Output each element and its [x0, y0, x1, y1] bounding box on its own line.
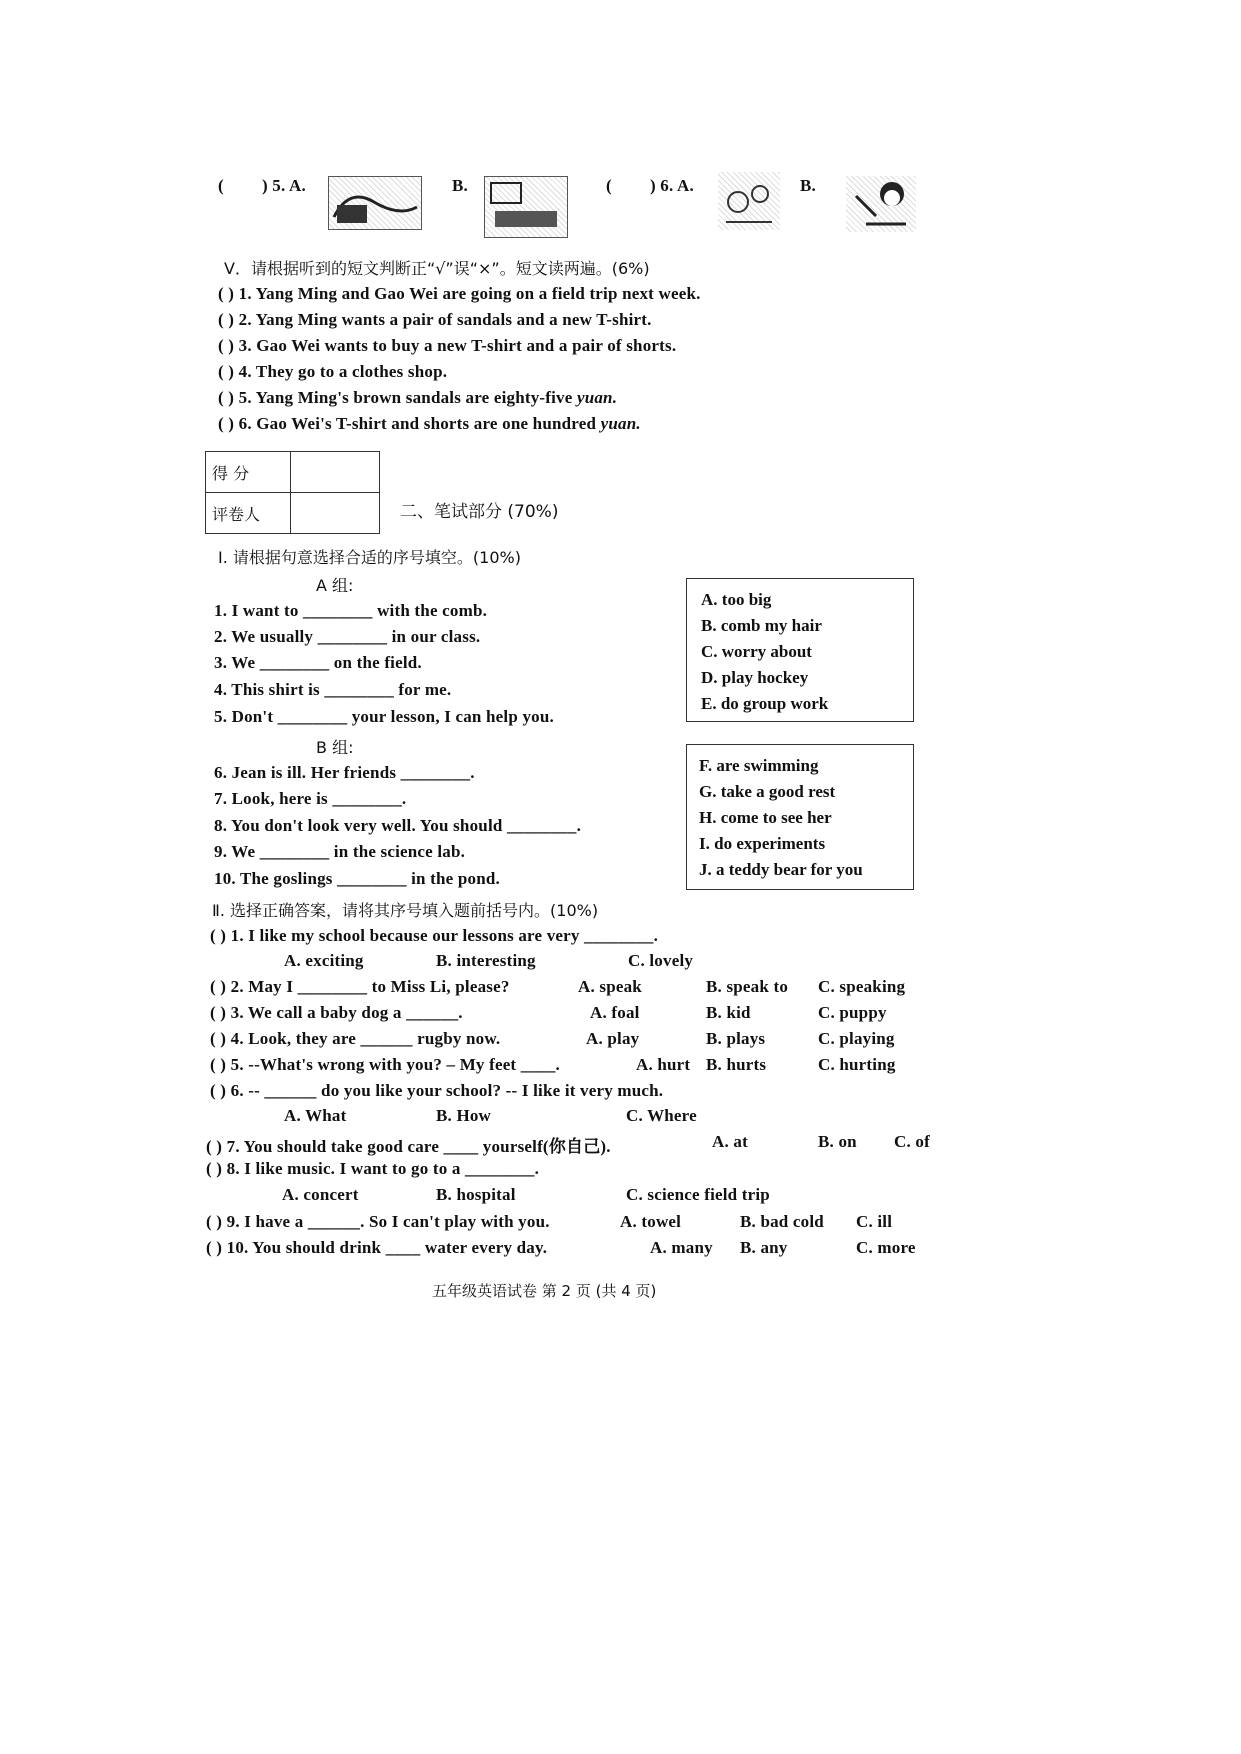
section-i-item-5: 5. Don't ________ your lesson, I can help you. — [214, 707, 554, 726]
options-box-a — [686, 578, 914, 722]
option-a: A. too big — [701, 590, 772, 609]
option-b: B. comb my hair — [701, 616, 822, 635]
option-e: E. do group work — [701, 694, 829, 713]
mc-q8-option-c: C. science field trip — [626, 1185, 770, 1204]
section-v-item-5-text: ( ) 5. Yang Ming's brown sandals are eighty-five — [218, 388, 573, 407]
section-v-item-5-yuan: yuan. — [576, 388, 618, 407]
option-c: C. worry about — [701, 642, 812, 661]
q5-open-paren: ( — [218, 176, 224, 195]
section-v-item-3: ( ) 3. Gao Wei wants to buy a new T-shirt and a pair of shorts. — [218, 336, 677, 355]
mc-q4-option-c: C. playing — [818, 1029, 895, 1048]
q6-label: ) 6. A. — [650, 176, 694, 195]
section-i-item-8: 8. You don't look very well. You should ________. — [214, 816, 582, 835]
mc-question-3: ( ) 3. We call a baby dog a ______. — [210, 1003, 463, 1022]
section-ii-title: Ⅱ. 选择正确答案，请将其序号填入题前括号内。(10%) — [212, 901, 599, 920]
part-two-title: 二、笔试部分 (70%) — [400, 502, 559, 522]
mc-q3-option-a: A. foal — [590, 1003, 640, 1022]
group-a-label: A 组: — [316, 576, 354, 595]
mc-question-5: ( ) 5. --What's wrong with you? – My feet ____. — [210, 1055, 560, 1074]
mc-q6-option-a: A. What — [284, 1106, 347, 1125]
grader-value-cell[interactable] — [291, 493, 380, 534]
section-v-item-5 — [218, 388, 617, 408]
q6-open-paren: ( — [606, 176, 612, 195]
grader-label: 评卷人 — [206, 493, 291, 534]
option-j: J. a teddy bear for you — [699, 860, 863, 879]
q5-label: ) 5. A. — [262, 176, 306, 195]
mc-question-6: ( ) 6. -- ______ do you like your school? -- I like it very much. — [210, 1081, 664, 1100]
mc-q8-option-a: A. concert — [282, 1185, 359, 1204]
section-i-item-7: 7. Look, here is ________. — [214, 789, 407, 808]
mc-q7-option-c: C. of — [894, 1132, 930, 1151]
mc-q2-option-b: B. speak to — [706, 977, 789, 996]
section-v-item-6 — [218, 414, 641, 434]
mc-q5-option-c: C. hurting — [818, 1055, 896, 1074]
mc-q1-option-c: C. lovely — [628, 951, 694, 970]
mc-q10-option-a: A. many — [650, 1238, 713, 1257]
mc-question-2: ( ) 2. May I ________ to Miss Li, please? — [210, 977, 510, 996]
q5-b-label: B. — [452, 176, 468, 195]
q6-b-label: B. — [800, 176, 816, 195]
mc-q2-option-a: A. speak — [578, 977, 642, 996]
section-i-item-3: 3. We ________ on the field. — [214, 653, 422, 672]
mc-q7-option-b: B. on — [818, 1132, 857, 1151]
mc-q9-option-a: A. towel — [620, 1212, 682, 1231]
mc-q5-option-b: B. hurts — [706, 1055, 767, 1074]
mc-q1-option-a: A. exciting — [284, 951, 364, 970]
mc-q4-option-b: B. plays — [706, 1029, 766, 1048]
q6-picture-b — [846, 176, 916, 232]
section-v-item-4: ( ) 4. They go to a clothes shop. — [218, 362, 448, 381]
mc-q2-option-c: C. speaking — [818, 977, 906, 996]
mc-q3-option-b: B. kid — [706, 1003, 751, 1022]
mc-question-1: ( ) 1. I like my school because our lessons are very ________. — [210, 926, 659, 945]
mc-q9-option-b: B. bad cold — [740, 1212, 824, 1231]
section-i-item-6: 6. Jean is ill. Her friends ________. — [214, 763, 475, 782]
section-i-item-2: 2. We usually ________ in our class. — [214, 627, 481, 646]
mc-question-4: ( ) 4. Look, they are ______ rugby now. — [210, 1029, 501, 1048]
mc-q6-option-c: C. Where — [626, 1106, 697, 1125]
mc-q8-option-b: B. hospital — [436, 1185, 516, 1204]
score-label: 得 分 — [206, 452, 291, 493]
option-h: H. come to see her — [699, 808, 832, 827]
section-i-item-10: 10. The goslings ________ in the pond. — [214, 869, 500, 888]
q5-picture-a — [328, 176, 422, 230]
option-g: G. take a good rest — [699, 782, 836, 801]
q5-picture-b — [484, 176, 568, 238]
section-v-item-1: ( ) 1. Yang Ming and Gao Wei are going on a field trip next week. — [218, 284, 701, 303]
section-v-title: V．请根据听到的短文判断正“√”误“×”。短文读两遍。(6%) — [224, 259, 650, 278]
page-footer: 五年级英语试卷 第 2 页 (共 4 页) — [432, 1282, 657, 1300]
mc-q4-option-a: A. play — [586, 1029, 640, 1048]
mc-q6-option-b: B. How — [436, 1106, 492, 1125]
mc-question-10: ( ) 10. You should drink ____ water every day. — [206, 1238, 548, 1257]
section-v-item-6-text: ( ) 6. Gao Wei's T-shirt and shorts are one hundred — [218, 414, 597, 433]
section-i-item-9: 9. We ________ in the science lab. — [214, 842, 466, 861]
option-i: I. do experiments — [699, 834, 826, 853]
mc-question-8: ( ) 8. I like music. I want to go to a ________. — [206, 1159, 540, 1178]
options-box-b — [686, 744, 914, 890]
score-table — [205, 451, 380, 534]
mc-question-7: ( ) 7. You should take good care ____ yourself(你自己). — [206, 1137, 611, 1156]
mc-q7-option-a: A. at — [712, 1132, 748, 1151]
mc-q5-option-a: A. hurt — [636, 1055, 691, 1074]
section-i-item-1: 1. I want to ________ with the comb. — [214, 601, 488, 620]
q6-picture-a — [718, 172, 780, 230]
section-v-item-6-yuan: yuan. — [600, 414, 641, 433]
section-v-item-2: ( ) 2. Yang Ming wants a pair of sandals and a new T-shirt. — [218, 310, 652, 329]
option-d: D. play hockey — [701, 668, 809, 687]
mc-q9-option-c: C. ill — [856, 1212, 893, 1231]
mc-question-9: ( ) 9. I have a ______. So I can't play with you. — [206, 1212, 550, 1231]
mc-q10-option-b: B. any — [740, 1238, 788, 1257]
option-f: F. are swimming — [699, 756, 819, 775]
mc-q3-option-c: C. puppy — [818, 1003, 887, 1022]
score-value-cell[interactable] — [291, 452, 380, 493]
mc-q10-option-c: C. more — [856, 1238, 916, 1257]
section-i-item-4: 4. This shirt is ________ for me. — [214, 680, 452, 699]
mc-q1-option-b: B. interesting — [436, 951, 536, 970]
group-b-label: B 组: — [316, 738, 354, 757]
section-i-title: Ⅰ. 请根据句意选择合适的序号填空。(10%) — [218, 548, 521, 567]
